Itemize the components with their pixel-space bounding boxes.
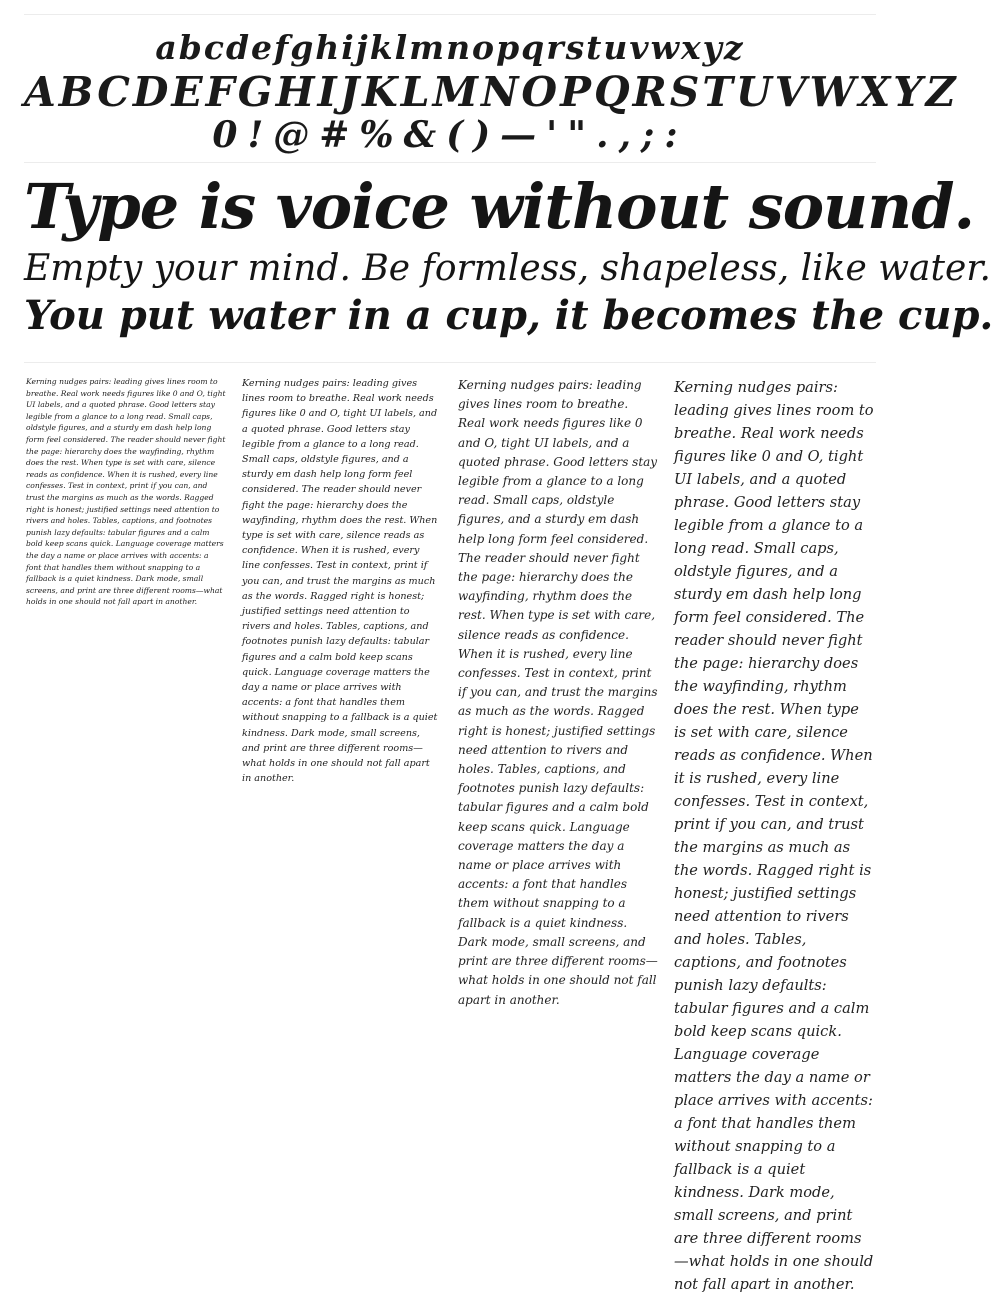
body-text-size-4: Kerning nudges pairs: leading gives lines room to breathe. Real work needs figures like 0 and O, tight UI labels, and a quoted phrase. Good letters stay legible from a glance to a long read. Small caps, oldstyle figures, and a sturdy em dash help long form feel considered. The reader should never fight the page: hierarchy does the wayfinding, rhythm does the rest. When type is set with care, silence reads as confidence. When it is rushed, every line confesses. Test in context, print if you can, and trust the margins as much as the words. Ragged right is honest; justified settings need attention to rivers and holes. Tables, captions, and footnotes punish lazy defaults: tabular figures and a calm bold keep scans quick. Language coverage matters the day a name or place arrives with accents: a font that handles them without snapping to a fallback is a quiet kindness. Dark mode, small screens, and print are three different rooms—what holds in one should not fall apart in another.	[674, 379, 874, 1293]
body-text-size-2: Kerning nudges pairs: leading gives lines room to breathe. Real work needs figures like 0 and O, tight UI labels, and a quoted phrase. Good letters stay legible from a glance to a long read. Small caps, oldstyle figures, and a sturdy em dash help long form feel considered. The reader should never fight the page: hierarchy does the wayfinding, rhythm does the rest. When type is set with care, silence reads as confidence. When it is rushed, every line confesses. Test in context, print if you can, and trust the margins as much as the words. Ragged right is honest; justified settings need attention to rivers and holes. Tables, captions, and footnotes punish lazy defaults: tabular figures and a calm bold keep scans quick. Language coverage matters the day a name or place arrives with accents: a font that handles them without snapping to a fallback is a quiet kindness. Dark mode, small screens, and print are three different rooms—what holds in one should not fall apart in another.	[242, 378, 438, 785]
body-text-size-1: Kerning nudges pairs: leading gives lines room to breathe. Real work needs figures like 0 and O, tight UI labels, and a quoted phrase. Good letters stay legible from a glance to a long read. Small caps, oldstyle figures, and a sturdy em dash help long form feel considered. The reader should never fight the page: hierarchy does the wayfinding, rhythm does the rest. When type is set with care, silence reads as confidence. When it is rushed, every line confesses. Test in context, print if you can, and trust the margins as much as the words. Ragged right is honest; justified settings need attention to rivers and holes. Tables, captions, and footnotes punish lazy defaults: tabular figures and a calm bold keep scans quick. Language coverage matters the day a name or place arrives with accents: a font that handles them without snapping to a fallback is a quiet kindness. Dark mode, small screens, and print are three different rooms—what holds in one should not fall apart in another.	[26, 377, 226, 607]
body-text-size-3: Kerning nudges pairs: leading gives lines room to breathe. Real work needs figures like 0 and O, tight UI labels, and a quoted phrase. Good letters stay legible from a glance to a long read. Small caps, oldstyle figures, and a sturdy em dash help long form feel considered. The reader should never fight the page: hierarchy does the wayfinding, rhythm does the rest. When type is set with care, silence reads as confidence. When it is rushed, every line confesses. Test in context, print if you can, and trust the margins as much as the words. Ragged right is honest; justified settings need attention to rivers and holes. Tables, captions, and footnotes punish lazy defaults: tabular figures and a calm bold keep scans quick. Language coverage matters the day a name or place arrives with accents: a font that handles them without snapping to a fallback is a quiet kindness. Dark mode, small screens, and print are three different rooms—what holds in one should not fall apart in another.	[458, 378, 658, 1007]
lowercase-alphabet: abcdefghijklmnopqrstuvwxyz	[155, 28, 745, 67]
top-divider	[24, 14, 876, 15]
specimen-quote-line-2: You put water in a cup, it becomes the cup.	[24, 292, 993, 339]
specimen-quote-line-1: Empty your mind. Be formless, shapeless, like water.	[24, 248, 991, 289]
numerals-punctuation: 0!@#%&()—'".,;:	[212, 114, 688, 156]
glyphs-divider	[24, 162, 876, 163]
uppercase-alphabet: ABCDEFGHIJKLMNOPQRSTUVWXYZ	[24, 68, 959, 116]
display-divider	[24, 362, 876, 363]
specimen-headline: Type is voice without sound.	[24, 170, 975, 243]
